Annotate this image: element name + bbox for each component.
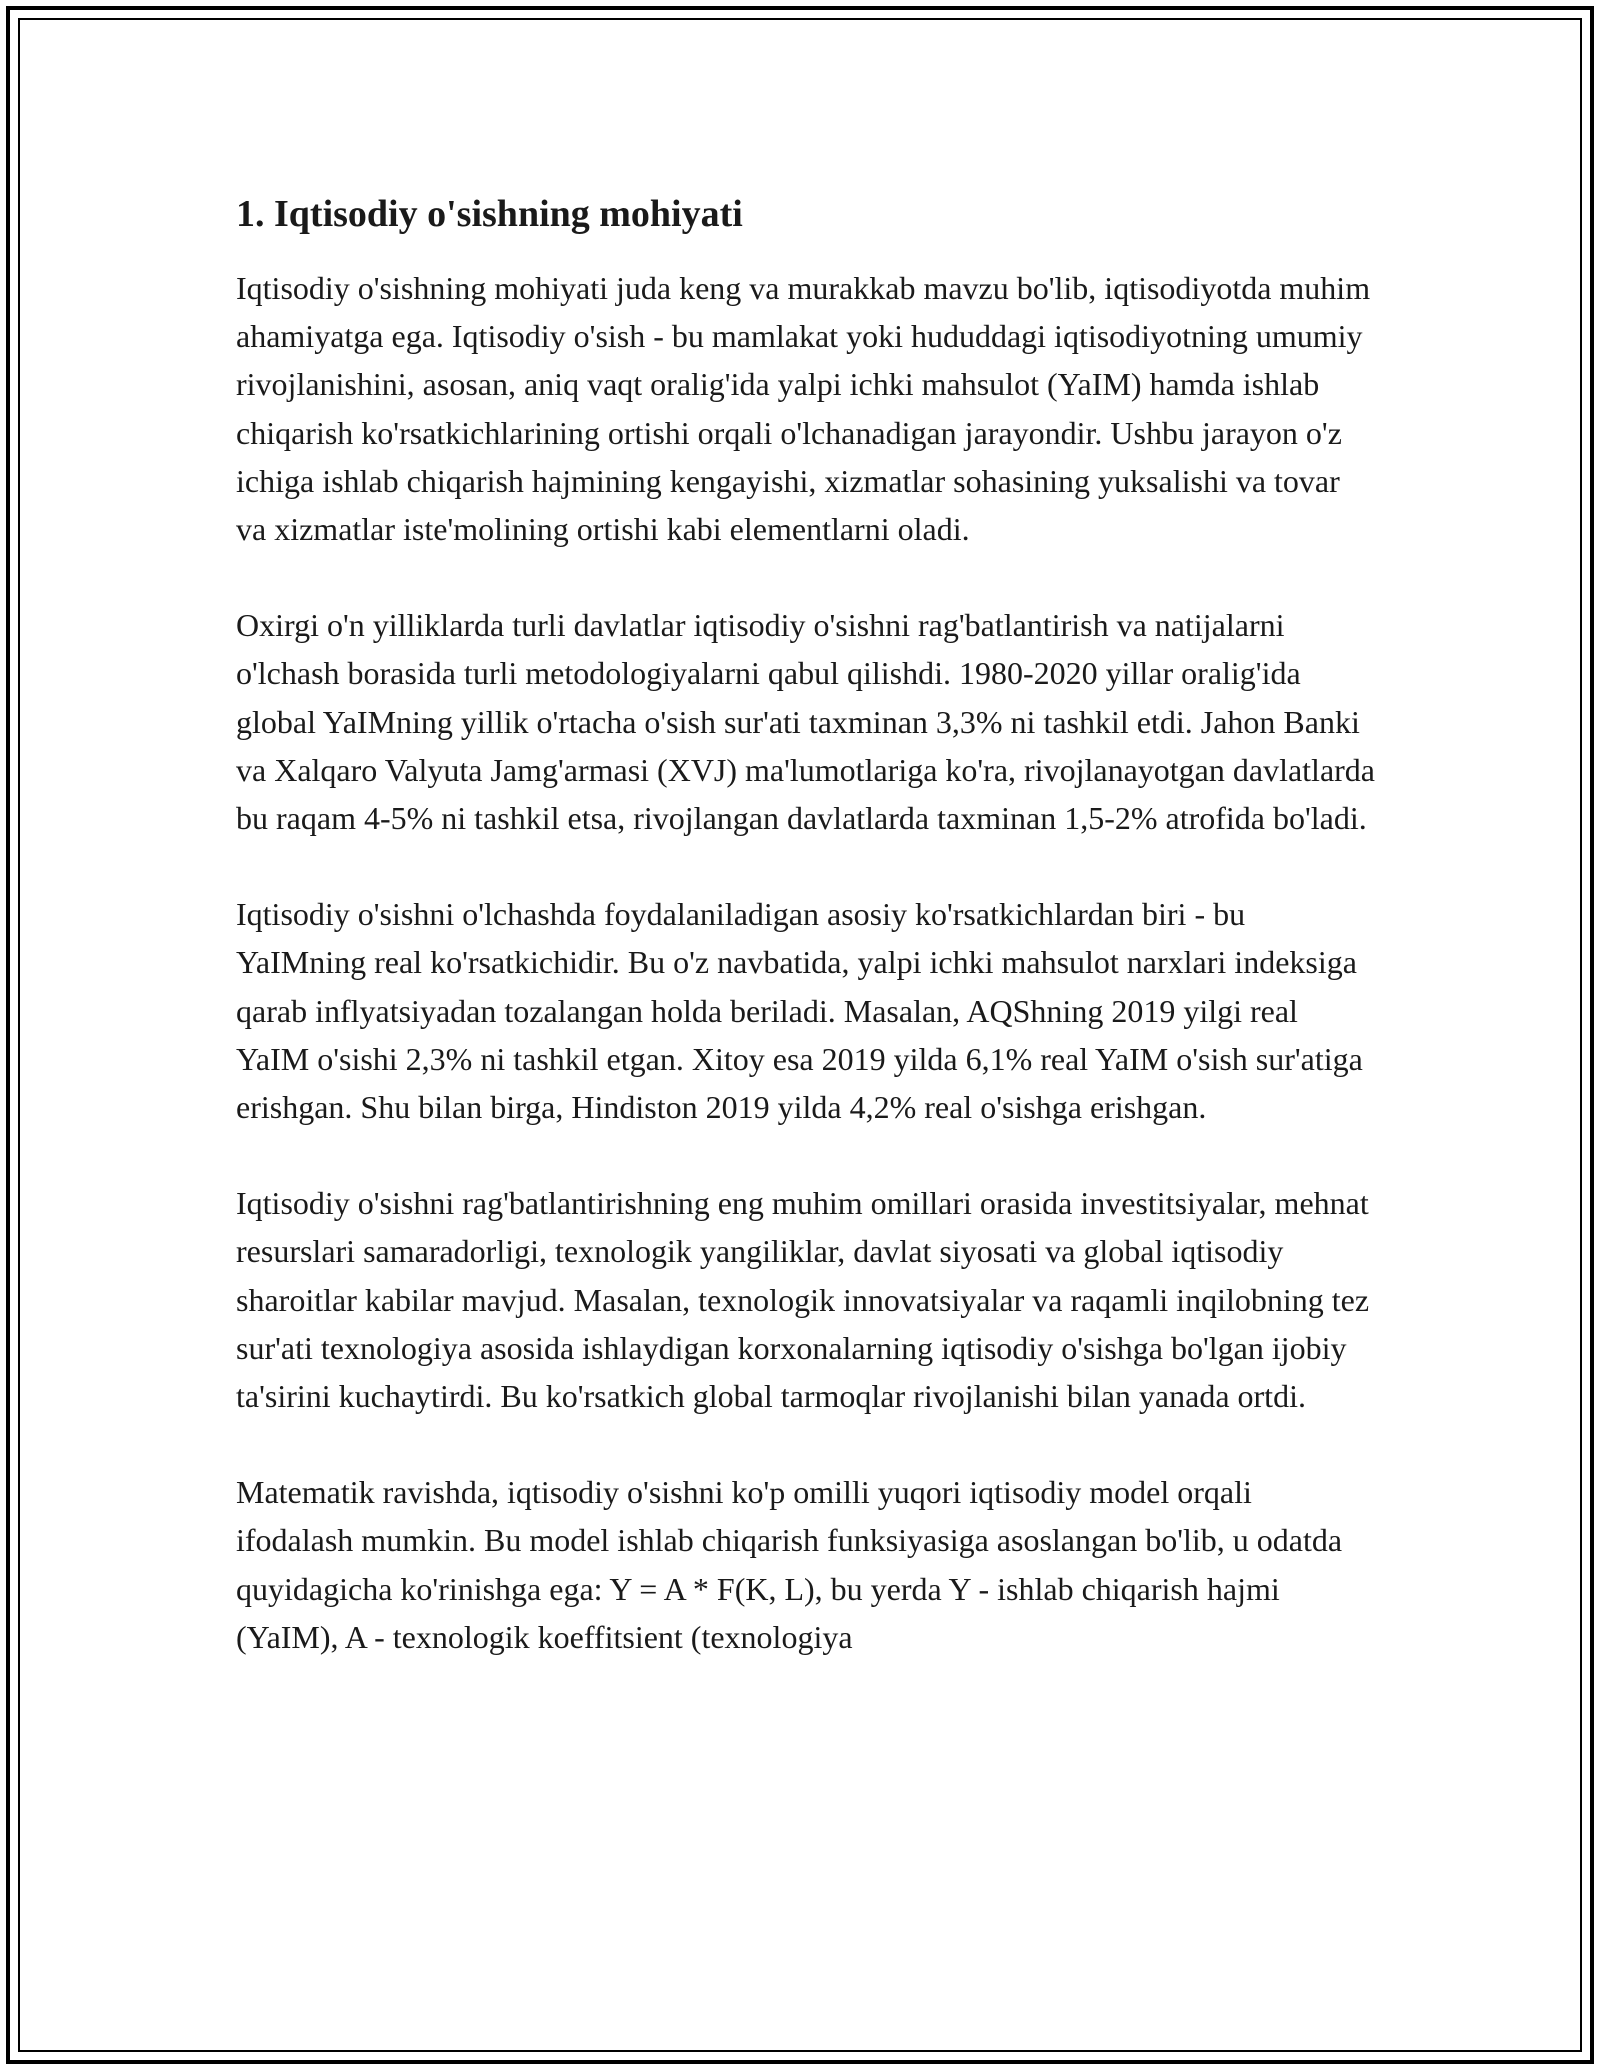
document-body <box>236 190 1376 1709</box>
paragraph: Oxirgi o'n yilliklarda turli davlatlar iqtisodiy o'sishni rag'batlantirish va natijalarni o'lchash borasida turli metodologiyalarni qabul qilishdi. 1980-2020 yillar oralig'ida global YaIMning yillik o'rtacha o'sish sur'ati taxminan 3,3% ni tashkil etdi. Jahon Banki va Xalqaro Valyuta Jamg'armasi (XVJ) ma'lumotlariga ko'ra, rivojlanayotgan davlatlarda bu raqam 4-5% ni tashkil etsa, rivojlangan davlatlarda taxminan 1,5-2% atrofida bo'ladi. <box>236 607 1375 837</box>
paragraph: Iqtisodiy o'sishning mohiyati juda keng va murakkab mavzu bo'lib, iqtisodiyotda muhim ahamiyatga ega. Iqtisodiy o'sish - bu mamlakat yoki hududdagi iqtisodiyotning umumiy rivojlanishini, asosan, aniq vaqt oralig'ida yalpi ichki mahsulot (YaIM) hamda ishlab chiqarish ko'rsatkichlarining ortishi orqali o'lchanadigan jarayondir. Ushbu jarayon o'z ichiga ishlab chiqarish hajmining kengayishi, xizmatlar sohasining yuksalishi va tovar va xizmatlar iste'molining ortishi kabi elementlarni oladi. <box>236 270 1371 548</box>
paragraph: Matematik ravishda, iqtisodiy o'sishni ko'p omilli yuqori iqtisodiy model orqali ifodalash mumkin. Bu model ishlab chiqarish funksiyasiga asoslangan bo'lib, u odatda quyidagicha ko'rinishga ega: Y = A * F(K, L), bu yerda Y - ishlab chiqarish hajmi (YaIM), A - texnologik koeffitsient (texnologiya <box>236 1474 1343 1655</box>
paragraph: Iqtisodiy o'sishni o'lchashda foydalaniladigan asosiy ko'rsatkichlardan biri - bu YaIMning real ko'rsatkichidir. Bu o'z navbatida, yalpi ichki mahsulot narxlari indeksiga qarab inflyatsiyadan tozalangan holda beriladi. Masalan, AQShning 2019 yilgi real YaIM o'sishi 2,3% ni tashkil etgan. Xitoy esa 2019 yilda 6,1% real YaIM o'sish sur'atiga erishgan. Shu bilan birga, Hindiston 2019 yilda 4,2% real o'sishga erishgan. <box>236 896 1363 1126</box>
paragraph: Iqtisodiy o'sishni rag'batlantirishning eng muhim omillari orasida investitsiyalar, mehnat resurslari samaradorligi, texnologik yangiliklar, davlat siyosati va global iqtisodiy sharoitlar kabilar mavjud. Masalan, texnologik innovatsiyalar va raqamli inqilobning tez sur'ati texnologiya asosida ishlaydigan korxonalarning iqtisodiy o'sishga bo'lgan ijobiy ta'sirini kuchaytirdi. Bu ko'rsatkich global tarmoqlar rivojlanishi bilan yanada ortdi. <box>236 1185 1370 1415</box>
section-heading: 1. Iqtisodiy o'sishning mohiyati <box>236 193 743 235</box>
